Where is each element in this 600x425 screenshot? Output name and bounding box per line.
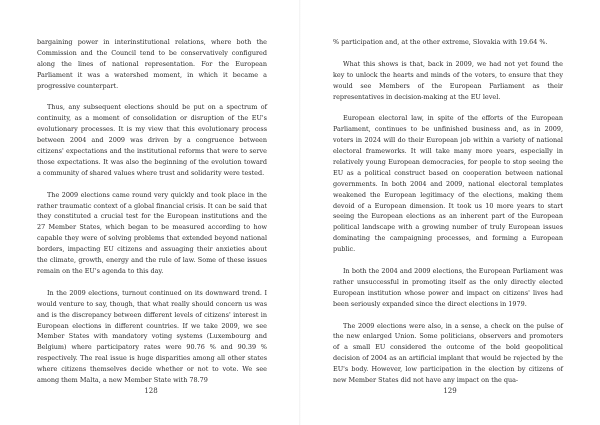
right-page [300, 0, 600, 425]
paragraph: The 2009 elections were also, in a sense, a check on the pulse of the new enlarged Union. Some politicians, observers and promoters of a small EU considered the outcome of the bold geopolitical decision of 2004 as an artificial implant that would be rejected by the EU's body. However, low participation in the election by citizens of new Member States did not have any impact on the qua- [333, 321, 563, 385]
paragraph: bargaining power in interinstitutional relations, where both the Commission and the Council tend to be conservatively configured along the lines of national representation. For the European Parliament it was a watershed moment, in which it became a progressive counterpart. [37, 38, 267, 90]
page-number: 129 [443, 387, 457, 395]
paragraph: The 2009 elections came round very quickly and took place in the rather traumatic context of a global financial crisis. It can be said that they constituted a crucial test for the European institutions and the 27 Member States, which began to be measured according to how capable they were of solving problems that extended beyond national borders, impacting EU citizens and assuaging their anxieties about the climate, growth, energy and the rule of law. Some of these issues remain on the EU's agenda to this day. [37, 190, 267, 275]
paragraph: What this shows is that, back in 2009, we had not yet found the key to unlock the hearts and minds of the voters, to ensure that they would see Members of the European Parliament as their representatives in decision-making at the EU level. [333, 59, 563, 101]
paragraph: In the 2009 elections, turnout continued on its downward trend. I would venture to say, though, that what really should concern us was and is the discrepancy between different levels of citizens' interest in European elections in different countries. If we take 2009, we see Member States with mandatory voting systems (Luxembourg and Belgium) where participatory rates were 90.76 % and 90.39 % respectively. The real issue is huge disparities among all other states where citizens themselves decide whether or not to vote. We see among them Malta, a new Member State with 78.79 [37, 288, 267, 385]
paragraph: Thus, any subsequent elections should be put on a spectrum of continuity, as a moment of consolidation or disruption of the EU's evolutionary processes. It is my view that this evolutionary process between 2004 and 2009 was driven by a congruence between citizens' expectations and the institutional reforms that were to serve those expectations. It was also the beginning of the evolution toward a community of shared values where trust and solidarity were tested. [37, 103, 267, 177]
paragraph: In both the 2004 and 2009 elections, the European Parliament was rather unsuccessful in promoting itself as the only directly elected European institution whose power and impact on citizens' lives had been seriously expanded since the direct elections in 1979. [333, 266, 563, 308]
left-page-text [37, 37, 267, 386]
paragraph: European electoral law, in spite of the efforts of the European Parliament, continues to be unfinished business and, as in 2009, voters in 2024 will do their European job within a variety of national electoral frameworks. It will take many more years, especially in relatively young European democracies, for people to stop seeing the EU as a political construct based on cooperation between national governments. In both 2004 and 2009, national electoral templates weakened the European legitimacy of the elections, making them devoid of a European dimension. It took us 10 more years to start seeing the European elections as an inherent part of the European political landscape with a growing number of truly European issues dominating the campaigning processes, and forming a European public. [333, 114, 563, 254]
page-number: 128 [144, 387, 158, 395]
paragraph: % participation and, at the other extreme, Slovakia with 19.64 %. [333, 38, 548, 46]
right-page-text [333, 37, 563, 386]
